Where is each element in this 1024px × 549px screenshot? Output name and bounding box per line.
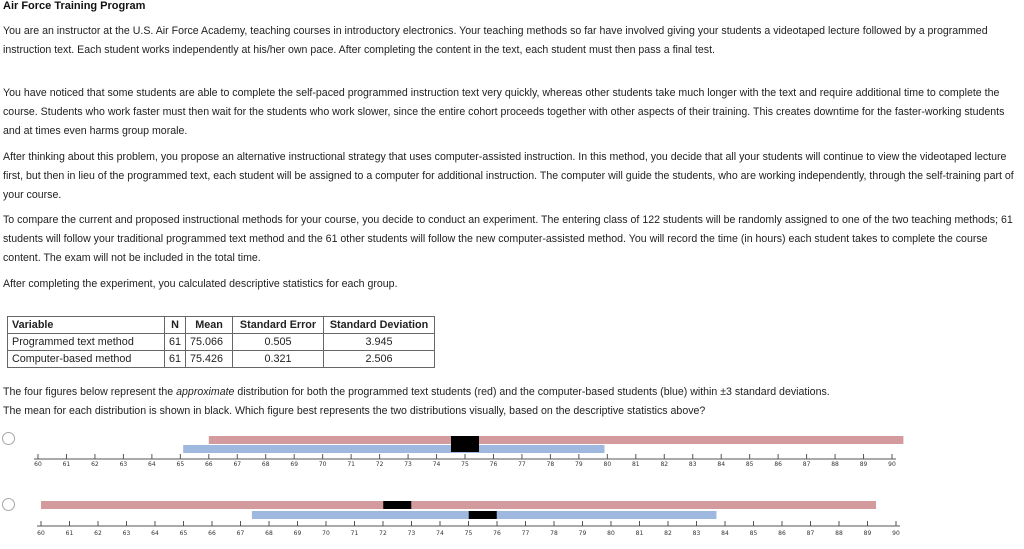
cell-standard-deviation: 2.506 <box>324 351 435 368</box>
axis-tick-label: 89 <box>859 461 868 468</box>
axis-tick-label: 87 <box>802 461 811 468</box>
distribution-figure-2 <box>0 496 1024 542</box>
distribution-figure-1 <box>0 432 1024 468</box>
question-line-2: The mean for each distribution is shown in black. Which figure best represents the two distributions visually, based on the descriptive statistics above? <box>3 405 706 417</box>
axis-tick-label: 86 <box>774 461 782 468</box>
proposal-paragraph: After thinking about this problem, you propose an alternative instructional strategy that uses computer-assisted instruction. In this method, you decide that all your students will continue to view the videotaped lecture first, but then in lieu of the programmed text, each student will be assigned to a computer for additional instruction. The computer will guide the students, who are working independently, through the self-training part of your course. <box>3 151 1014 202</box>
axis-tick-label: 63 <box>119 461 128 468</box>
experiment-paragraph: To compare the current and proposed instructional methods for your course, you decide to conduct an experiment. The entering class of 122 students will be randomly assigned to one of the two teaching methods; 61 students will follow your traditional programmed text method and the 61 other students will follow the new computer-assisted method. You will record the time (in hours) each student takes to complete the course content. The exam will not be included in the total time. <box>3 214 1013 265</box>
axis-tick-label: 68 <box>261 461 270 468</box>
blue-distribution-bar <box>183 445 604 453</box>
axis-tick-label: 88 <box>831 461 839 468</box>
question-emphasis: approximate <box>176 386 235 398</box>
axis-tick-label: 69 <box>290 461 299 468</box>
axis-tick-label: 79 <box>575 461 583 468</box>
axis-tick-label: 77 <box>521 530 530 537</box>
cell-mean: 75.066 <box>186 334 233 351</box>
mean-marker <box>451 436 479 452</box>
header-standard-deviation: Standard Deviation <box>324 317 435 334</box>
axis-tick-label: 80 <box>607 530 615 537</box>
axis-tick-label: 61 <box>65 530 74 537</box>
cell-variable: Programmed text method <box>8 334 165 351</box>
header-mean: Mean <box>186 317 233 334</box>
axis-tick-label: 65 <box>179 530 188 537</box>
axis-tick-label: 73 <box>404 461 412 468</box>
axis-tick-label: 67 <box>233 461 242 468</box>
axis-tick-label: 66 <box>208 530 216 537</box>
question-line-1 <box>3 383 1015 402</box>
axis-tick-label: 72 <box>375 461 384 468</box>
cell-standard-error: 0.321 <box>233 351 324 368</box>
descriptive-statistics-table <box>7 316 435 368</box>
axis-tick-label: 85 <box>749 530 758 537</box>
axis-tick-label: 77 <box>518 461 526 468</box>
axis-tick-label: 74 <box>432 461 441 468</box>
axis-tick-label: 62 <box>91 461 99 468</box>
axis-tick-label: 64 <box>148 461 156 468</box>
cell-mean: 75.426 <box>186 351 233 368</box>
axis-tick-label: 71 <box>347 461 355 468</box>
axis-tick-label: 76 <box>493 530 501 537</box>
cell-standard-deviation: 3.945 <box>324 334 435 351</box>
axis-tick-label: 75 <box>464 530 473 537</box>
axis-tick-label: 65 <box>176 461 185 468</box>
problem-paragraph: You have noticed that some students are able to complete the self-paced programmed instruction text very quickly, whereas other students take much longer with the text and require additional time to complete the course. Students who work faster must then wait for the students who work slower, since the entire cohort proceeds together with other aspects of their training. This creates downtime for the faster-working students and at times even harms group morale. <box>3 87 1005 138</box>
cell-n: 61 <box>165 351 186 368</box>
red-distribution-bar <box>41 501 876 509</box>
cell-standard-error: 0.505 <box>233 334 324 351</box>
axis-tick-label: 60 <box>37 530 45 537</box>
axis-tick-label: 87 <box>806 530 815 537</box>
axis-tick-label: 90 <box>888 461 896 468</box>
axis-tick-label: 80 <box>603 461 612 468</box>
axis-tick-label: 89 <box>863 530 872 537</box>
axis-tick-label: 82 <box>660 461 669 468</box>
axis-tick-label: 66 <box>204 461 213 468</box>
intro-paragraph: You are an instructor at the U.S. Air Force Academy, teaching courses in introductory electronics. Your teaching methods so far have involved giving your students a videotaped lecture followed by a programmed instruction text. Each student works independently at his/her own pace. After completing the content in the text, each student must then pass a final test. <box>3 25 988 57</box>
blue-mean-marker <box>469 511 497 519</box>
axis-tick-label: 82 <box>664 530 672 537</box>
axis-tick-label: 83 <box>688 461 697 468</box>
axis-tick-label: 61 <box>62 461 71 468</box>
axis-tick-label: 64 <box>151 530 159 537</box>
axis-tick-label: 90 <box>892 530 900 537</box>
red-distribution-bar <box>209 436 904 444</box>
axis-tick-label: 85 <box>745 461 754 468</box>
table-header-row <box>8 317 435 334</box>
axis-tick-label: 63 <box>122 530 131 537</box>
axis-tick-label: 74 <box>436 530 444 537</box>
axis-tick-label: 75 <box>461 461 469 468</box>
header-n: N <box>165 317 186 334</box>
header-standard-error: Standard Error <box>233 317 324 334</box>
axis-tick-label: 73 <box>407 530 416 537</box>
axis-tick-label: 68 <box>265 530 273 537</box>
axis-tick-label: 60 <box>34 461 42 468</box>
axis-tick-label: 70 <box>322 530 330 537</box>
axis-tick-label: 83 <box>692 530 701 537</box>
question-text-after: distribution for both the programmed text students (red) and the computer-based students (blue) within ±3 standard deviations. <box>234 386 830 398</box>
table-row <box>8 351 435 368</box>
axis-tick-label: 78 <box>546 461 555 468</box>
red-mean-marker <box>383 501 411 509</box>
axis-tick-label: 71 <box>350 530 359 537</box>
page-title: Air Force Training Program <box>3 0 146 12</box>
axis-tick-label: 62 <box>94 530 102 537</box>
axis-tick-label: 81 <box>635 530 644 537</box>
axis-tick-label: 72 <box>379 530 387 537</box>
axis-tick-label: 70 <box>318 461 327 468</box>
results-paragraph: After completing the experiment, you calculated descriptive statistics for each group. <box>3 278 398 290</box>
cell-variable: Computer-based method <box>8 351 165 368</box>
axis-tick-label: 69 <box>293 530 302 537</box>
axis-tick-label: 78 <box>550 530 558 537</box>
axis-tick-label: 88 <box>835 530 843 537</box>
table-row <box>8 334 435 351</box>
axis-tick-label: 86 <box>778 530 786 537</box>
question-text-before: The four figures below represent the <box>3 386 177 398</box>
axis-tick-label: 67 <box>236 530 245 537</box>
header-variable: Variable <box>8 317 165 334</box>
axis-tick-label: 79 <box>578 530 587 537</box>
axis-tick-label: 81 <box>631 461 640 468</box>
axis-tick-label: 76 <box>489 461 498 468</box>
axis-tick-label: 84 <box>717 461 726 468</box>
cell-n: 61 <box>165 334 186 351</box>
axis-tick-label: 84 <box>721 530 729 537</box>
